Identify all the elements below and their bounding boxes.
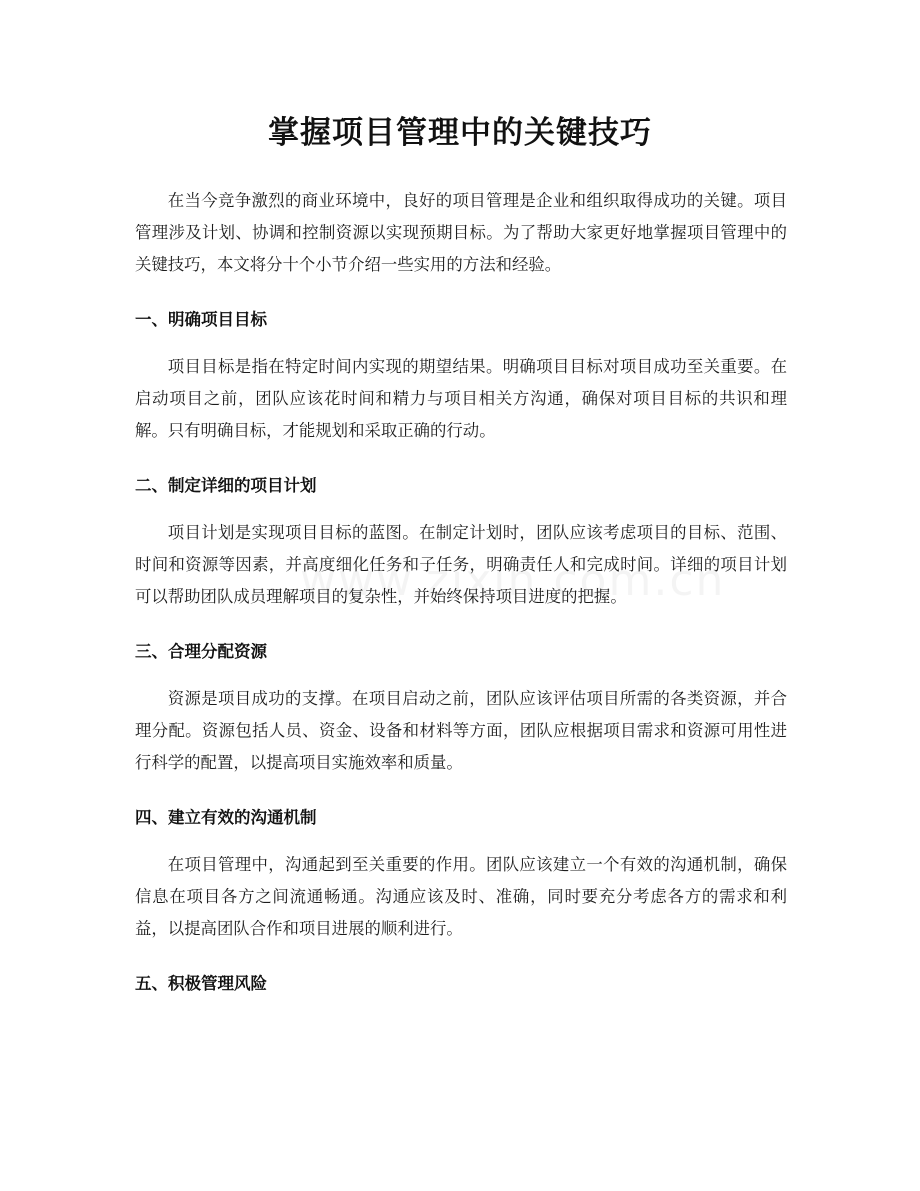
section-3 <box>135 641 787 779</box>
section-heading: 四、建立有效的沟通机制 <box>135 808 317 827</box>
section-paragraph: 资源是项目成功的支撑。在项目启动之前，团队应该评估项目所需的各类资源，并合理分配。资源包括人员、资金、设备和材料等方面，团队应根据项目需求和资源可用性进行科学的配置，以提高项目实施效率和质量。 <box>135 689 787 772</box>
section-heading: 五、积极管理风险 <box>135 974 267 993</box>
section-2 <box>135 475 787 613</box>
section-paragraph: 项目目标是指在特定时间内实现的期望结果。明确项目目标对项目成功至关重要。在启动项目之前，团队应该花时间和精力与项目相关方沟通，确保对项目目标的共识和理解。只有明确目标，才能规划和采取正确的行动。 <box>135 357 787 440</box>
section-heading: 二、制定详细的项目计划 <box>135 476 317 495</box>
page-title: 掌握项目管理中的关键技巧 <box>268 115 652 151</box>
section-paragraph: 项目计划是实现项目目标的蓝图。在制定计划时，团队应该考虑项目的目标、范围、时间和资源等因素，并高度细化任务和子任务，明确责任人和完成时间。详细的项目计划可以帮助团队成员理解项目的复杂性，并始终保持项目进度的把握。 <box>135 523 787 606</box>
section-heading: 三、合理分配资源 <box>135 642 267 661</box>
intro-paragraph: 在当今竞争激烈的商业环境中，良好的项目管理是企业和组织取得成功的关键。项目管理涉及计划、协调和控制资源以实现预期目标。为了帮助大家更好地掌握项目管理中的关键技巧，本文将分十个小节介绍一些实用的方法和经验。 <box>135 191 787 274</box>
document-body <box>135 185 787 1015</box>
section-paragraph: 在项目管理中，沟通起到至关重要的作用。团队应该建立一个有效的沟通机制，确保信息在项目各方之间流通畅通。沟通应该及时、准确，同时要充分考虑各方的需求和利益，以提高团队合作和项目进展的顺利进行。 <box>135 855 787 938</box>
section-heading: 一、明确项目目标 <box>135 310 267 329</box>
section-1 <box>135 309 787 447</box>
section-5 <box>135 973 787 995</box>
section-4 <box>135 807 787 945</box>
